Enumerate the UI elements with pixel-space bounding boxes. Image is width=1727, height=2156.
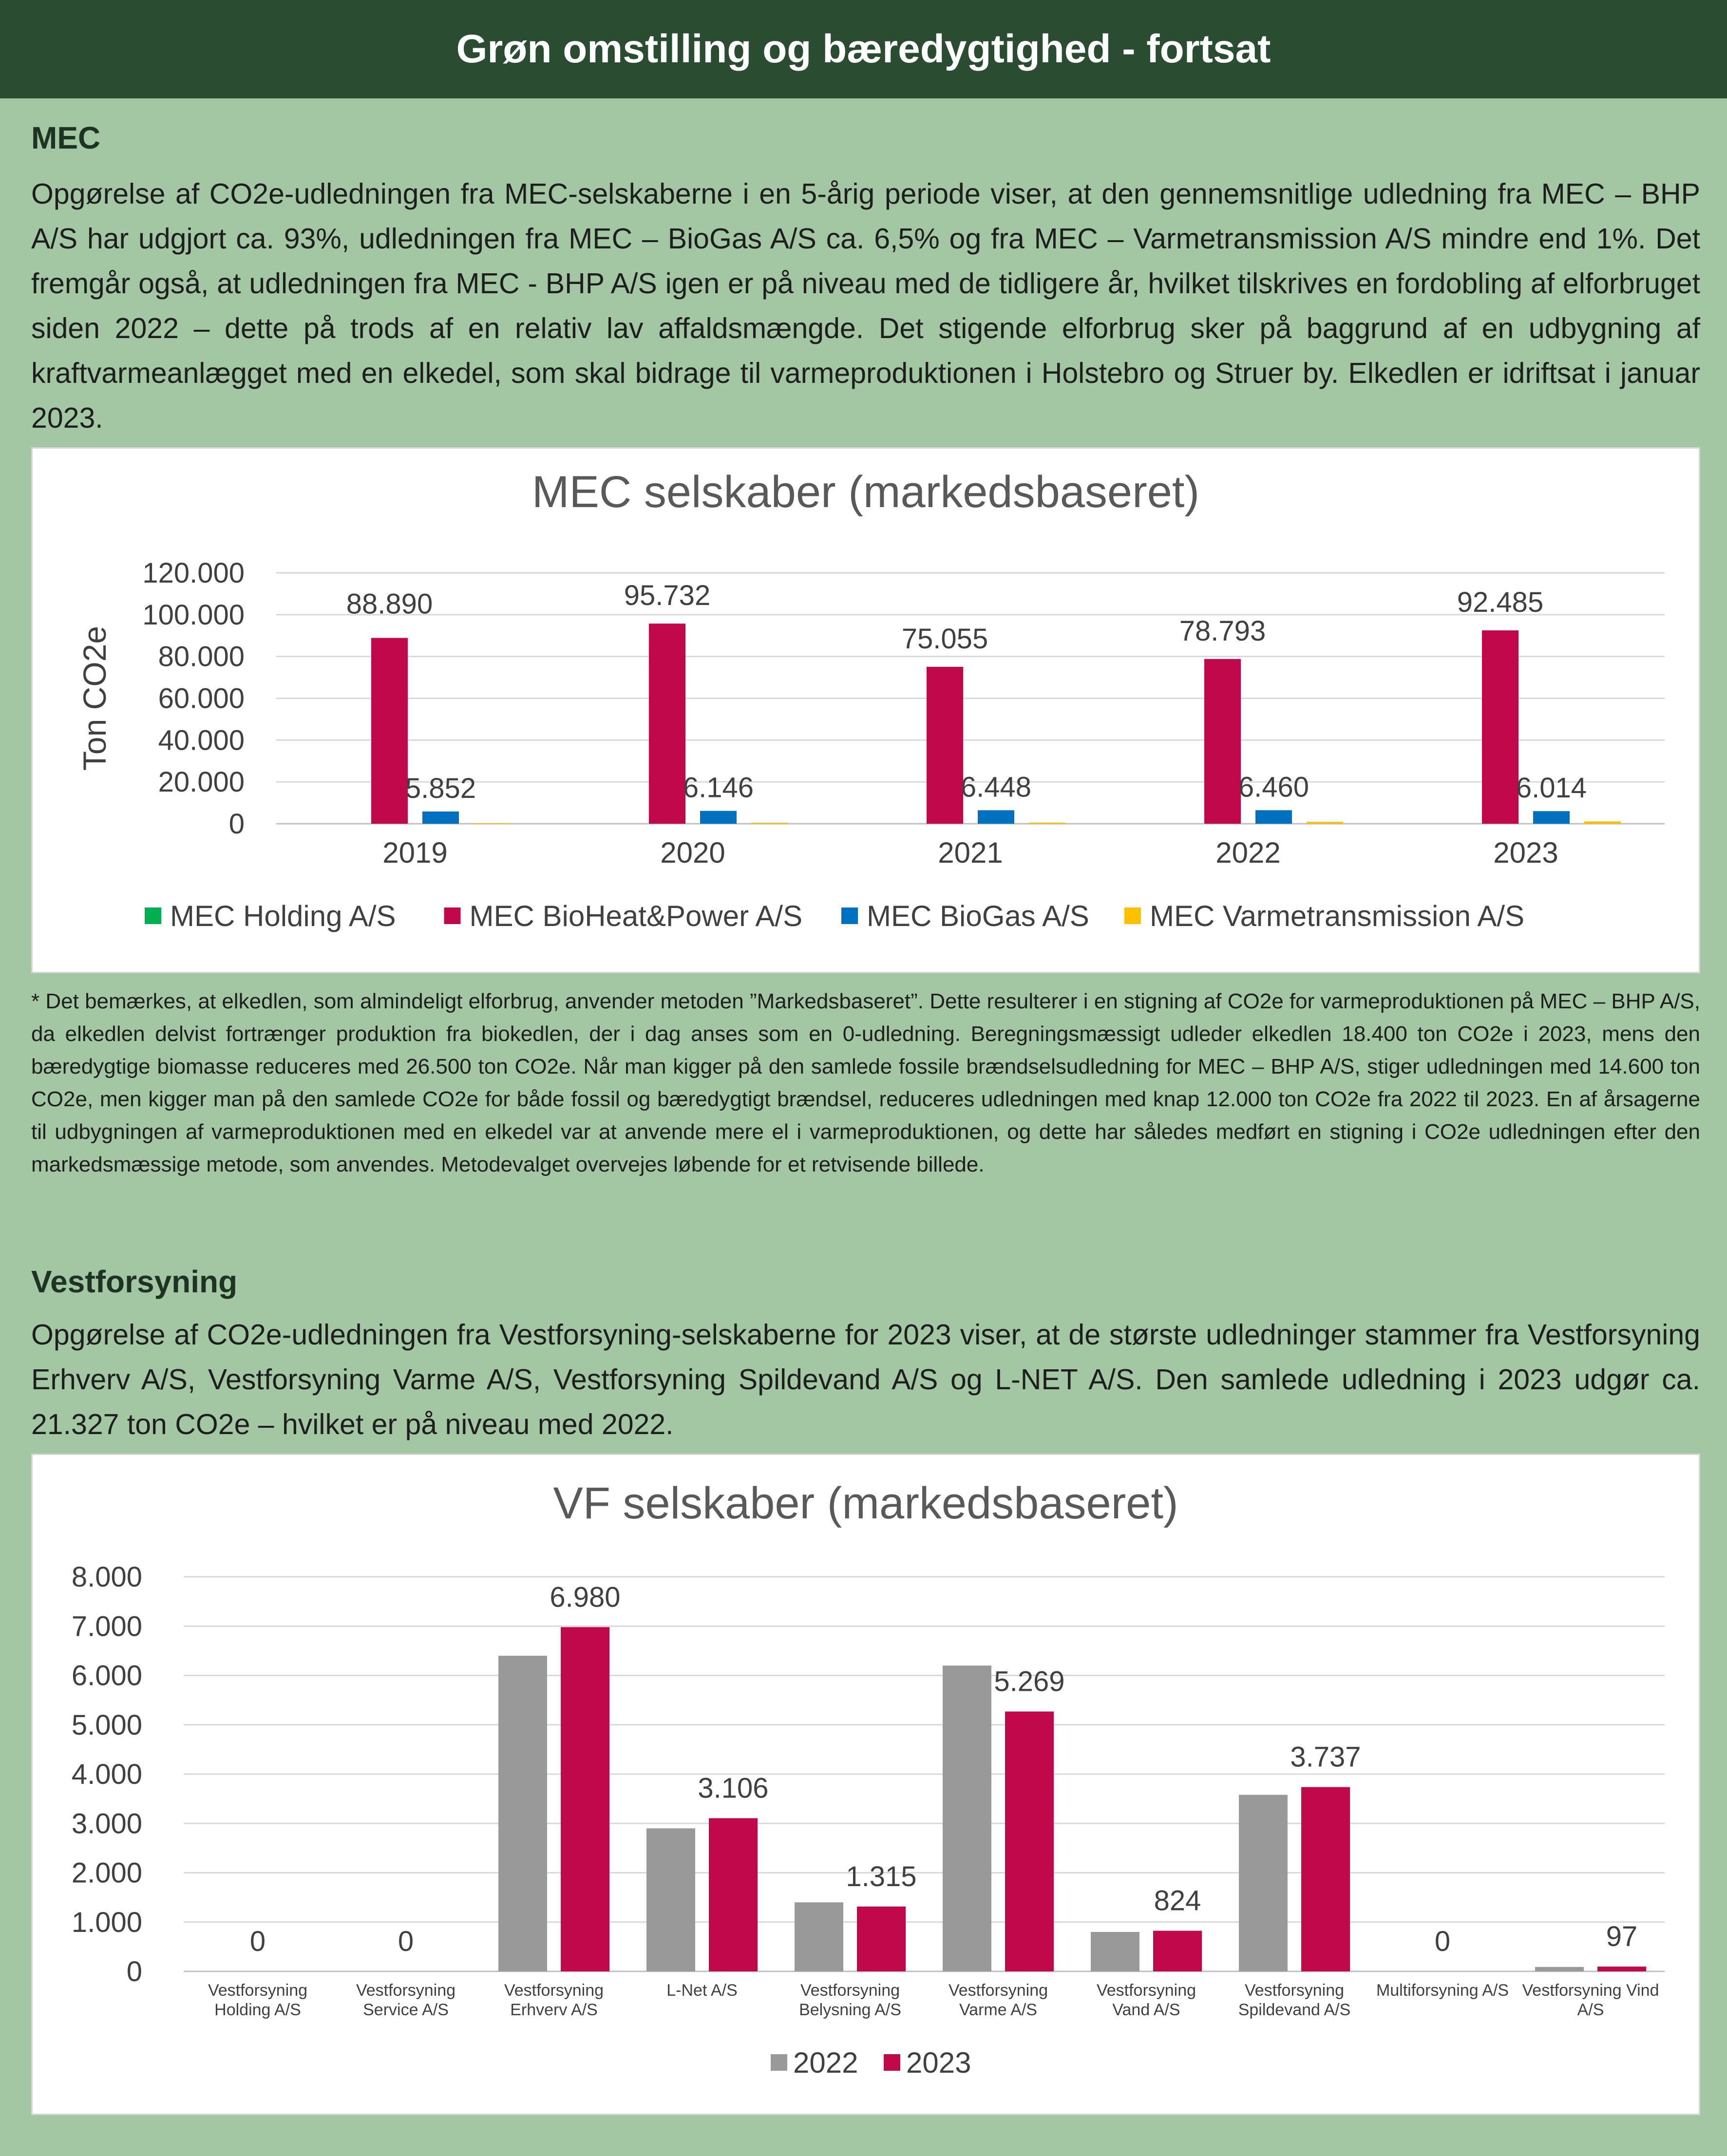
data-label: 78.793 [1179,615,1266,647]
bar-2023 [1597,1967,1646,1971]
bar-mec-bioheat-power-a-s [649,624,685,824]
vf-chart-panel [31,1454,1700,2115]
bar-mec-varmetransmission-a-s [1307,822,1343,824]
legend-swatch [444,908,461,924]
y-tick-label: 2.000 [71,1857,142,1889]
legend-label: MEC BioHeat&Power A/S [469,900,803,932]
data-label: 95.732 [624,580,711,612]
bar-mec-varmetransmission-a-s [1029,823,1065,824]
x-tick-label: Vestforsyning [356,1981,456,2000]
legend-swatch [1124,908,1141,924]
y-tick-label: 8.000 [71,1561,142,1593]
mec-chart-panel [31,447,1700,973]
data-label: 6.980 [550,1581,621,1613]
data-label: 6.448 [960,771,1032,803]
y-tick-label: 6.000 [71,1660,142,1692]
data-label: 88.890 [346,588,433,620]
data-label: 0 [398,1926,414,1957]
data-label: 75.055 [901,623,988,655]
x-tick-label: Varme A/S [959,2001,1037,2019]
legend-swatch [841,908,858,924]
y-tick-label: 5.000 [71,1709,142,1741]
bar-mec-varmetransmission-a-s [474,823,510,824]
legend-label: MEC Holding A/S [170,900,396,932]
y-tick-label: 80.000 [158,641,245,673]
bar-mec-varmetransmission-a-s [1584,821,1621,824]
legend-label: 2022 [793,2046,858,2079]
y-tick-label: 1.000 [71,1906,142,1938]
x-tick-label: Vestforsyning [948,1981,1048,2000]
legend-swatch [145,908,161,924]
bar-2023 [1153,1931,1202,1971]
bar-mec-biogas-a-s [1255,810,1292,824]
bar-mec-bioheat-power-a-s [371,638,408,824]
bar-2022 [1239,1795,1288,1971]
data-label: 0 [249,1926,266,1957]
mec-heading: MEC [31,120,101,155]
bar-2022 [1535,1967,1584,1971]
bar-2022 [646,1828,695,1971]
data-label: 6.014 [1516,772,1587,804]
x-tick-label: 2019 [382,836,448,869]
page-title: Grøn omstilling og bæredygtighed - fortsat [456,27,1271,71]
y-tick-label: 0 [228,808,245,840]
legend-swatch [884,2054,900,2071]
bar-2023 [1005,1712,1054,1971]
x-tick-label: 2021 [938,836,1003,869]
x-tick-label: Erhverv A/S [510,2001,598,2019]
x-tick-label: 2023 [1493,836,1558,869]
y-tick-label: 7.000 [71,1610,142,1643]
vf-paragraph: Opgørelse af CO2e-udledningen fra Vestforsyning-selskaberne for 2023 viser, at de største udledninger stammer fra Vestforsyning Erhverv A/S, Vestforsyning Varme A/S, Vestforsyning Spildevand A/S og L-NET A/S. Den samlede udledning i 2023 udgør ca. 21.327 ton CO2e – hvilket er på niveau med 2022. [31,1319,1700,1440]
x-tick-label: Vestforsyning [1096,1981,1196,2000]
y-tick-label: 60.000 [158,682,245,715]
x-tick-label: Vestforsyning [800,1981,900,2000]
data-label: 6.460 [1238,771,1309,803]
bar-2023 [857,1907,906,1971]
mec-footnote: * Det bemærkes, at elkedlen, som almindeligt elforbrug, anvender metoden ”Markedsbaseret”. Dette resulterer i en stigning af CO2e for varmeproduktionen på MEC – BHP A/S, da elkedlen delvist fortrænger produktion fra biokedlen, der i dag anses som en 0-udledning. Beregningsmæssigt udleder elkedlen 18.400 ton CO2e i 2023, mens den bæredygtige biomasse reduceres med 26.500 ton CO2e. Når man kigger på den samlede fossile brændselsudledning for MEC – BHP A/S, stiger udledningen med 14.600 ton CO2e, men kigger man på den samlede CO2e for både fossil og bæredygtigt brændsel, reduceres udledningen med knap 12.000 ton CO2e fra 2022 til 2023. En af årsagerne til udbygningen af varmeproduktionen med en elkedel var at anvende mere el i varmeproduktionen, og dette har således medført en stigning i CO2e udledningen efter den markedsmæssige metode, som anvendes. Metodevalget overvejes løbende for et retvisende billede. [31,989,1700,1176]
x-tick-label: Service A/S [363,2001,449,2019]
x-tick-label: 2020 [660,836,725,869]
bar-mec-biogas-a-s [700,811,737,824]
bar-2023 [709,1818,758,1971]
data-label: 3.737 [1290,1741,1361,1773]
x-tick-label: A/S [1577,2001,1604,2019]
mec-chart [33,449,1699,972]
bar-mec-biogas-a-s [1533,811,1570,824]
data-label: 92.485 [1457,586,1544,619]
y-axis-title: Ton CO2e [76,625,113,771]
vf-chart [33,1455,1699,2114]
y-tick-label: 40.000 [158,724,245,756]
bar-mec-bioheat-power-a-s [1204,659,1241,824]
x-tick-label: Spildevand A/S [1238,2001,1351,2019]
y-tick-label: 4.000 [71,1759,142,1790]
y-tick-label: 100.000 [142,599,245,631]
x-tick-label: Holding A/S [214,2001,301,2019]
bar-mec-biogas-a-s [978,810,1014,824]
data-label: 3.106 [698,1772,769,1804]
data-label: 5.269 [994,1665,1065,1698]
bar-mec-varmetransmission-a-s [751,823,788,824]
chart-title: MEC selskaber (markedsbaseret) [531,467,1200,517]
x-tick-label: Vand A/S [1112,2001,1180,2019]
data-label: 97 [1606,1921,1638,1953]
legend-label: 2023 [906,2046,971,2079]
y-tick-label: 0 [126,1956,142,1987]
x-tick-label: Vestforsyning [1244,1981,1345,2000]
chart-title: VF selskaber (markedsbaseret) [553,1478,1178,1528]
legend-swatch [771,2054,787,2071]
x-tick-label: Vestforsyning [504,1981,604,2000]
x-tick-label: L-Net A/S [666,1981,738,2000]
x-tick-label: 2022 [1215,836,1281,869]
bar-mec-biogas-a-s [422,812,459,824]
data-label: 0 [1434,1926,1451,1957]
data-label: 5.852 [405,772,476,804]
bar-2022 [1091,1932,1139,1971]
vf-heading: Vestforsyning [31,1264,238,1299]
legend-label: MEC Varmetransmission A/S [1150,900,1525,932]
bar-mec-bioheat-power-a-s [1482,630,1518,824]
data-label: 824 [1154,1885,1201,1917]
y-tick-label: 20.000 [158,766,245,798]
mec-paragraph: Opgørelse af CO2e-udledningen fra MEC-selskaberne i en 5-årig periode viser, at den gennemsnitlige udledning fra MEC – BHP A/S har udgjort ca. 93%, udledningen fra MEC – BioGas A/S ca. 6,5% og fra MEC – Varmetransmission A/S mindre end 1%. Det fremgår også, at udledningen fra MEC - BHP A/S igen er på niveau med de tidligere år, hvilket tilskrives en fordobling af elforbruget siden 2022 – dette på trods af en relativ lav affaldsmængde. Det stigende elforbrug sker på baggrund af en udbygning af kraftvarmeanlægget med en elkedel, som skal bidrage til varmeproduktionen i Holstebro og Struer by. Elkedlen er idriftsat i januar 2023. [31,178,1700,434]
data-label: 1.315 [846,1860,917,1892]
data-label: 6.146 [683,772,754,804]
y-tick-label: 3.000 [71,1808,142,1840]
bar-2022 [498,1656,547,1971]
bar-2022 [943,1665,991,1971]
x-tick-label: Belysning A/S [799,2001,901,2019]
y-tick-label: 120.000 [142,557,245,589]
x-tick-label: Vestforsyning [208,1981,308,2000]
bar-2022 [795,1902,843,1971]
bar-mec-bioheat-power-a-s [927,667,963,824]
x-tick-label: Vestforsyning Vind [1522,1981,1659,2000]
x-tick-label: Multiforsyning A/S [1376,1981,1509,2000]
bar-2023 [561,1627,609,1971]
bar-2023 [1301,1787,1350,1971]
page-header [0,0,1727,98]
legend-label: MEC BioGas A/S [867,900,1089,932]
